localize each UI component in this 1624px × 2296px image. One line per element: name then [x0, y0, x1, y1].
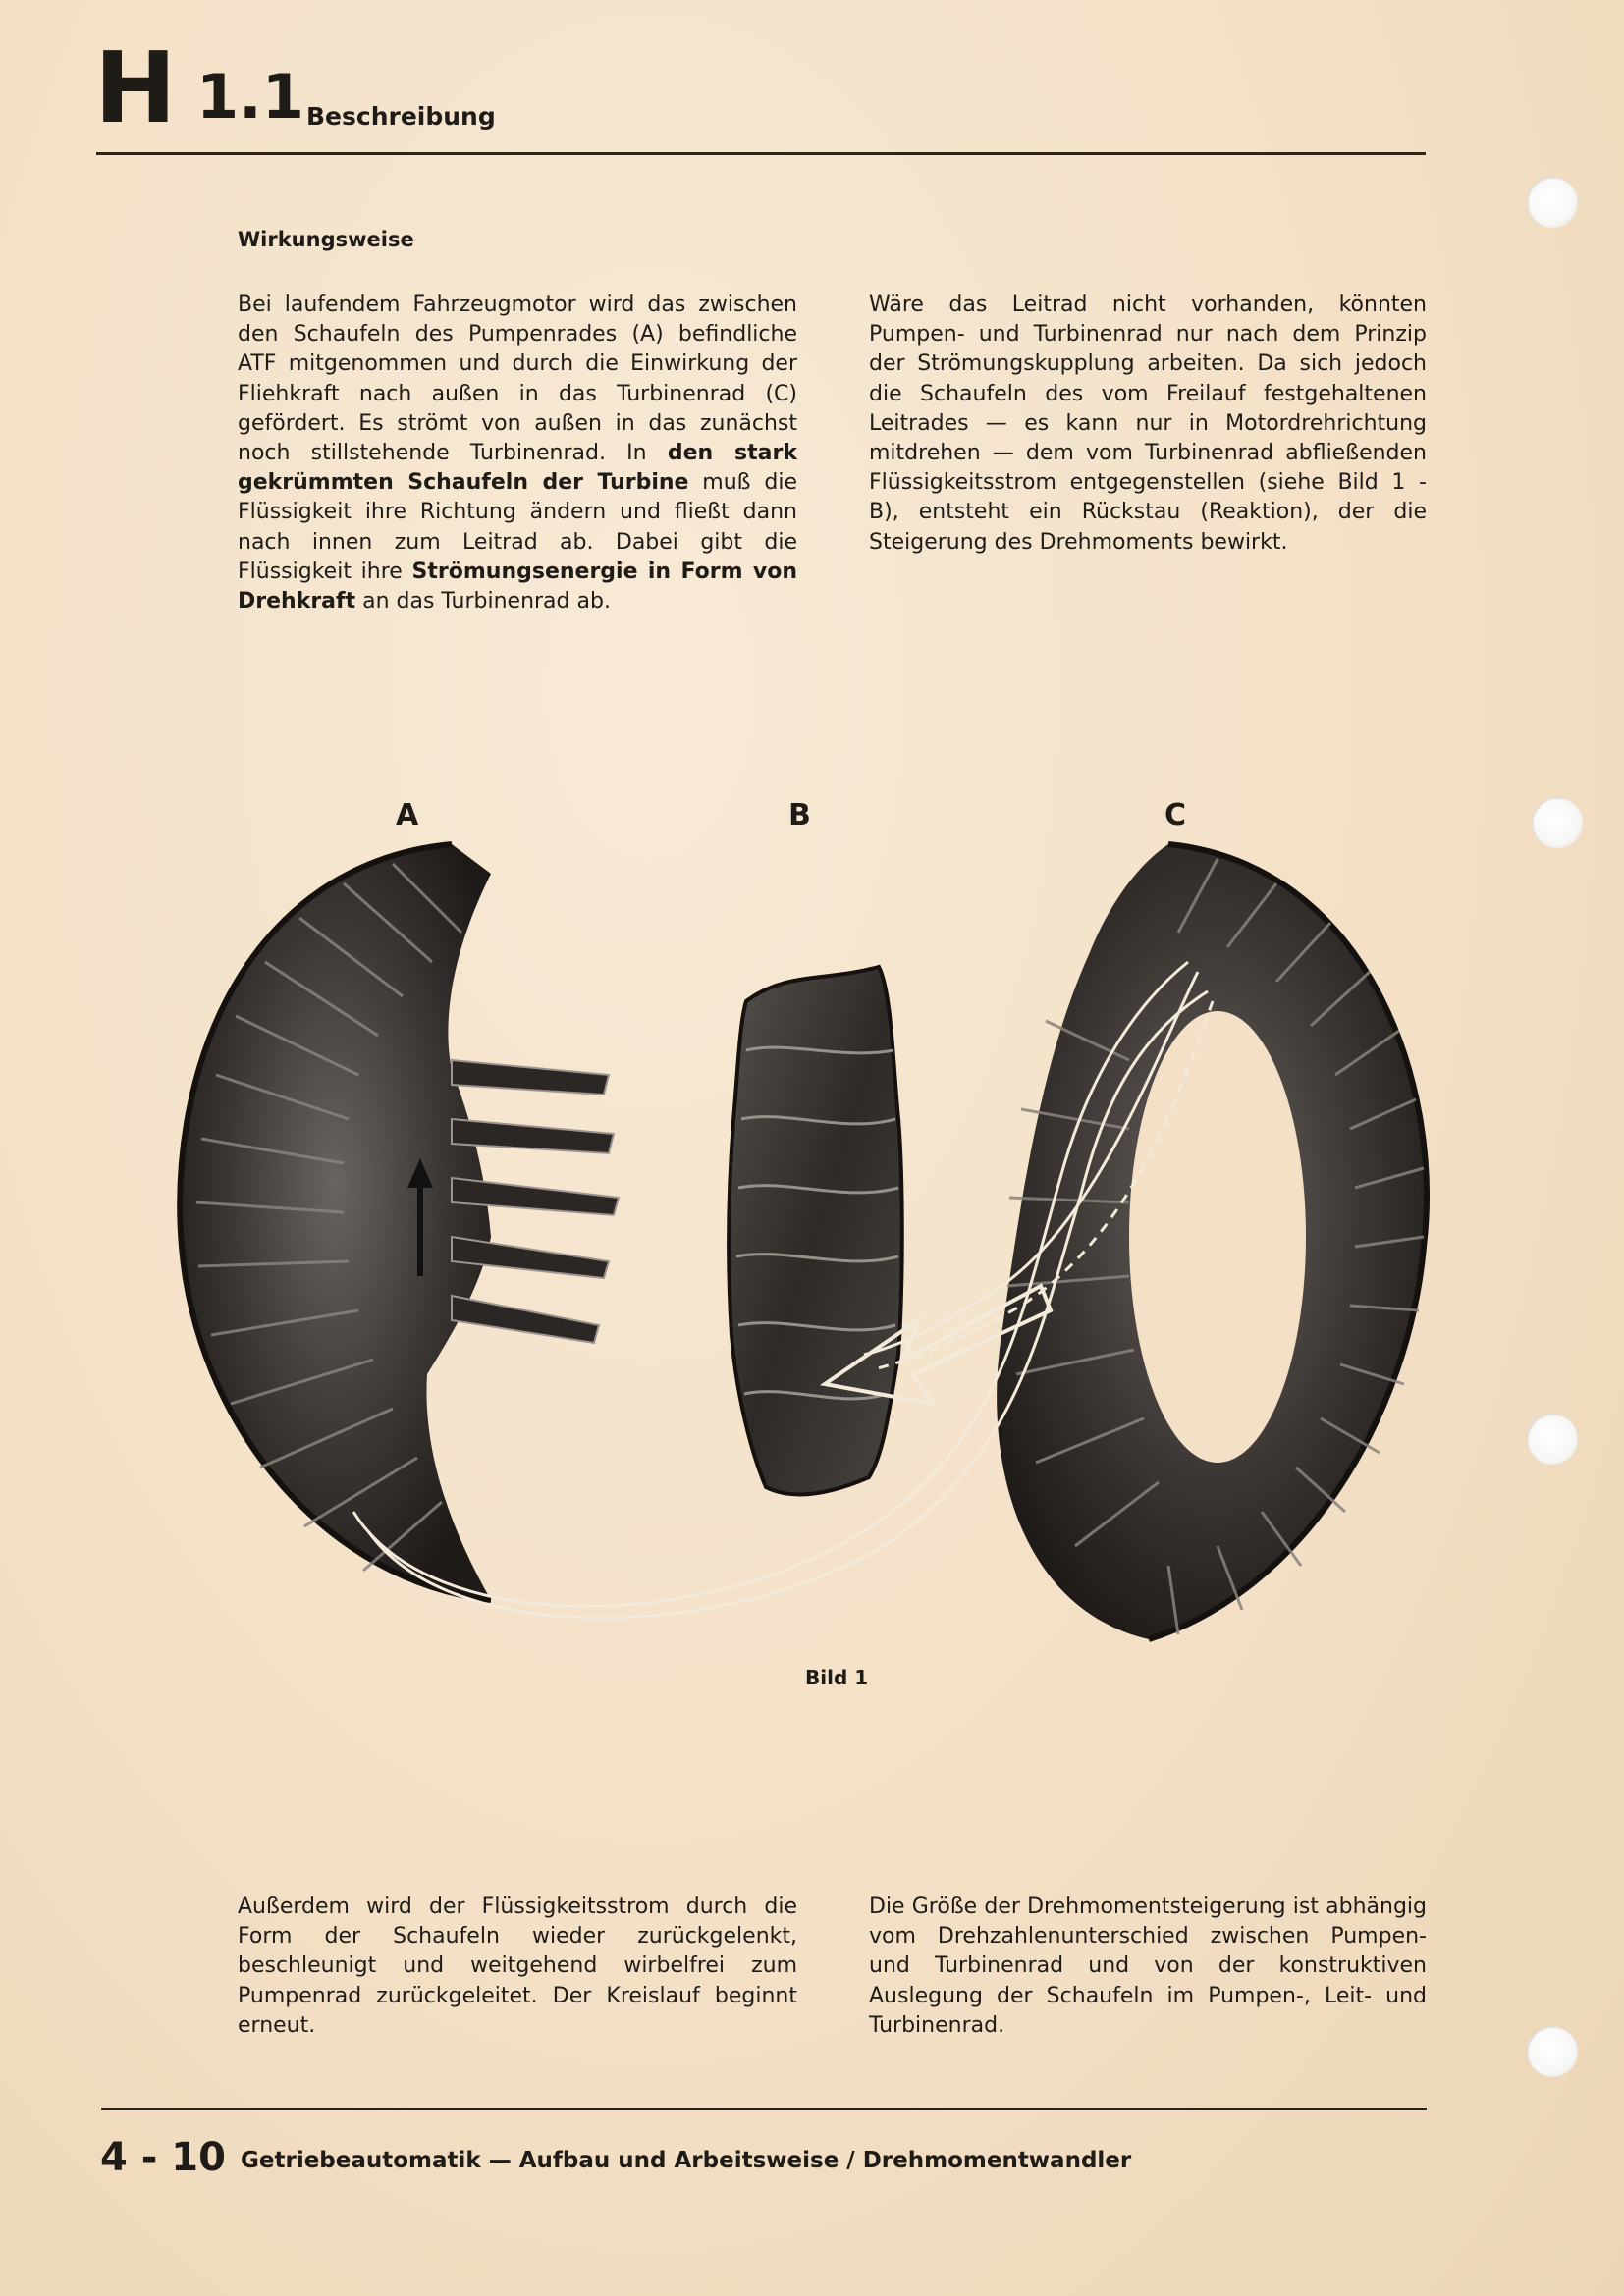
paragraph-right-top — [869, 291, 1427, 558]
paragraph-right-bottom — [869, 1893, 1427, 2041]
figure-caption: Bild 1 — [805, 1666, 869, 1689]
punch-hole-4 — [1527, 2026, 1578, 2077]
turbine-wheel-c — [997, 844, 1427, 1639]
emphasis-text: Strömungsenergie in Form von Drehkraft — [238, 559, 797, 614]
punch-hole-2 — [1532, 797, 1583, 848]
emphasis-text: den stark gekrümmten Schaufeln der Turbine — [238, 441, 797, 496]
pump-wheel-a — [180, 844, 619, 1600]
header-divider — [96, 152, 1426, 155]
footer-title: Getriebeautomatik — Aufbau und Arbeitsweise / Drehmomentwandler — [241, 2148, 1132, 2173]
text-run: muß die Flüssigkeit ihre Richtung ändern und fließt dann nach innen zum Leitrad ab. Dabei gibt die Flüssigkeit ihre — [238, 470, 797, 584]
paragraph-text: Wäre das Leitrad nicht vorhanden, könnten Pumpen- und Turbinenrad nur nach dem Prinzip der Strömungskupplung arbeiten. Da sich jedoch die Schaufeln des vom Freilauf festgehaltenen Leitrades — es kann nur in Motordrehrichtung mitdrehen — dem vom Turbinenrad abfließenden Flüssigkeitsstrom entgegenstellen (siehe Bild 1 - B), entsteht ein Rückstau (Reaktion), der die Steigerung des Drehmoments bewirkt. — [869, 293, 1427, 555]
footer-divider — [101, 2108, 1427, 2110]
stator-b — [729, 967, 902, 1494]
figure-label-b: B — [788, 798, 811, 832]
page-number: 4 - 10 — [100, 2135, 226, 2180]
paragraph-text: Die Größe der Drehmomentsteigerung ist abhängig vom Drehzahlenunterschied zwischen Pumpen- und Turbinenrad und von der konstruktiven Auslegung der Schaufeln im Pumpen-, Leit- und Turbinenrad. — [869, 1895, 1427, 2038]
figure-label-a: A — [396, 798, 419, 832]
page-title: Beschreibung — [306, 102, 496, 131]
punch-hole-1 — [1527, 177, 1578, 228]
text-run: an das Turbinenrad ab. — [355, 589, 611, 614]
figure-label-c: C — [1164, 798, 1187, 832]
section-number: 1.1 — [196, 61, 304, 133]
text-run: Bei laufendem Fahrzeugmotor wird das zwischen den Schaufeln des Pumpenrades (A) befindliche ATF mitgenommen und durch die Einwirkung der Fliehkraft nach außen in das Turbinenrad (C) gefördert. Es strömt von außen in das zunächst noch stillstehende Turbinenrad. In — [238, 293, 797, 466]
paragraph-left-bottom — [238, 1893, 797, 2041]
chapter-letter: H — [94, 30, 175, 145]
paragraph-left-top — [238, 291, 797, 616]
torque-converter-illustration — [157, 825, 1453, 1659]
section-heading: Wirkungsweise — [238, 228, 414, 251]
paragraph-text: Außerdem wird der Flüssigkeitsstrom durch die Form der Schaufeln wieder zurückgelenkt, beschleunigt und weitgehend wirbelfrei zum Pumpenrad zurückgeleitet. Der Kreislauf beginnt erneut. — [238, 1895, 797, 2038]
punch-hole-3 — [1527, 1414, 1578, 1465]
